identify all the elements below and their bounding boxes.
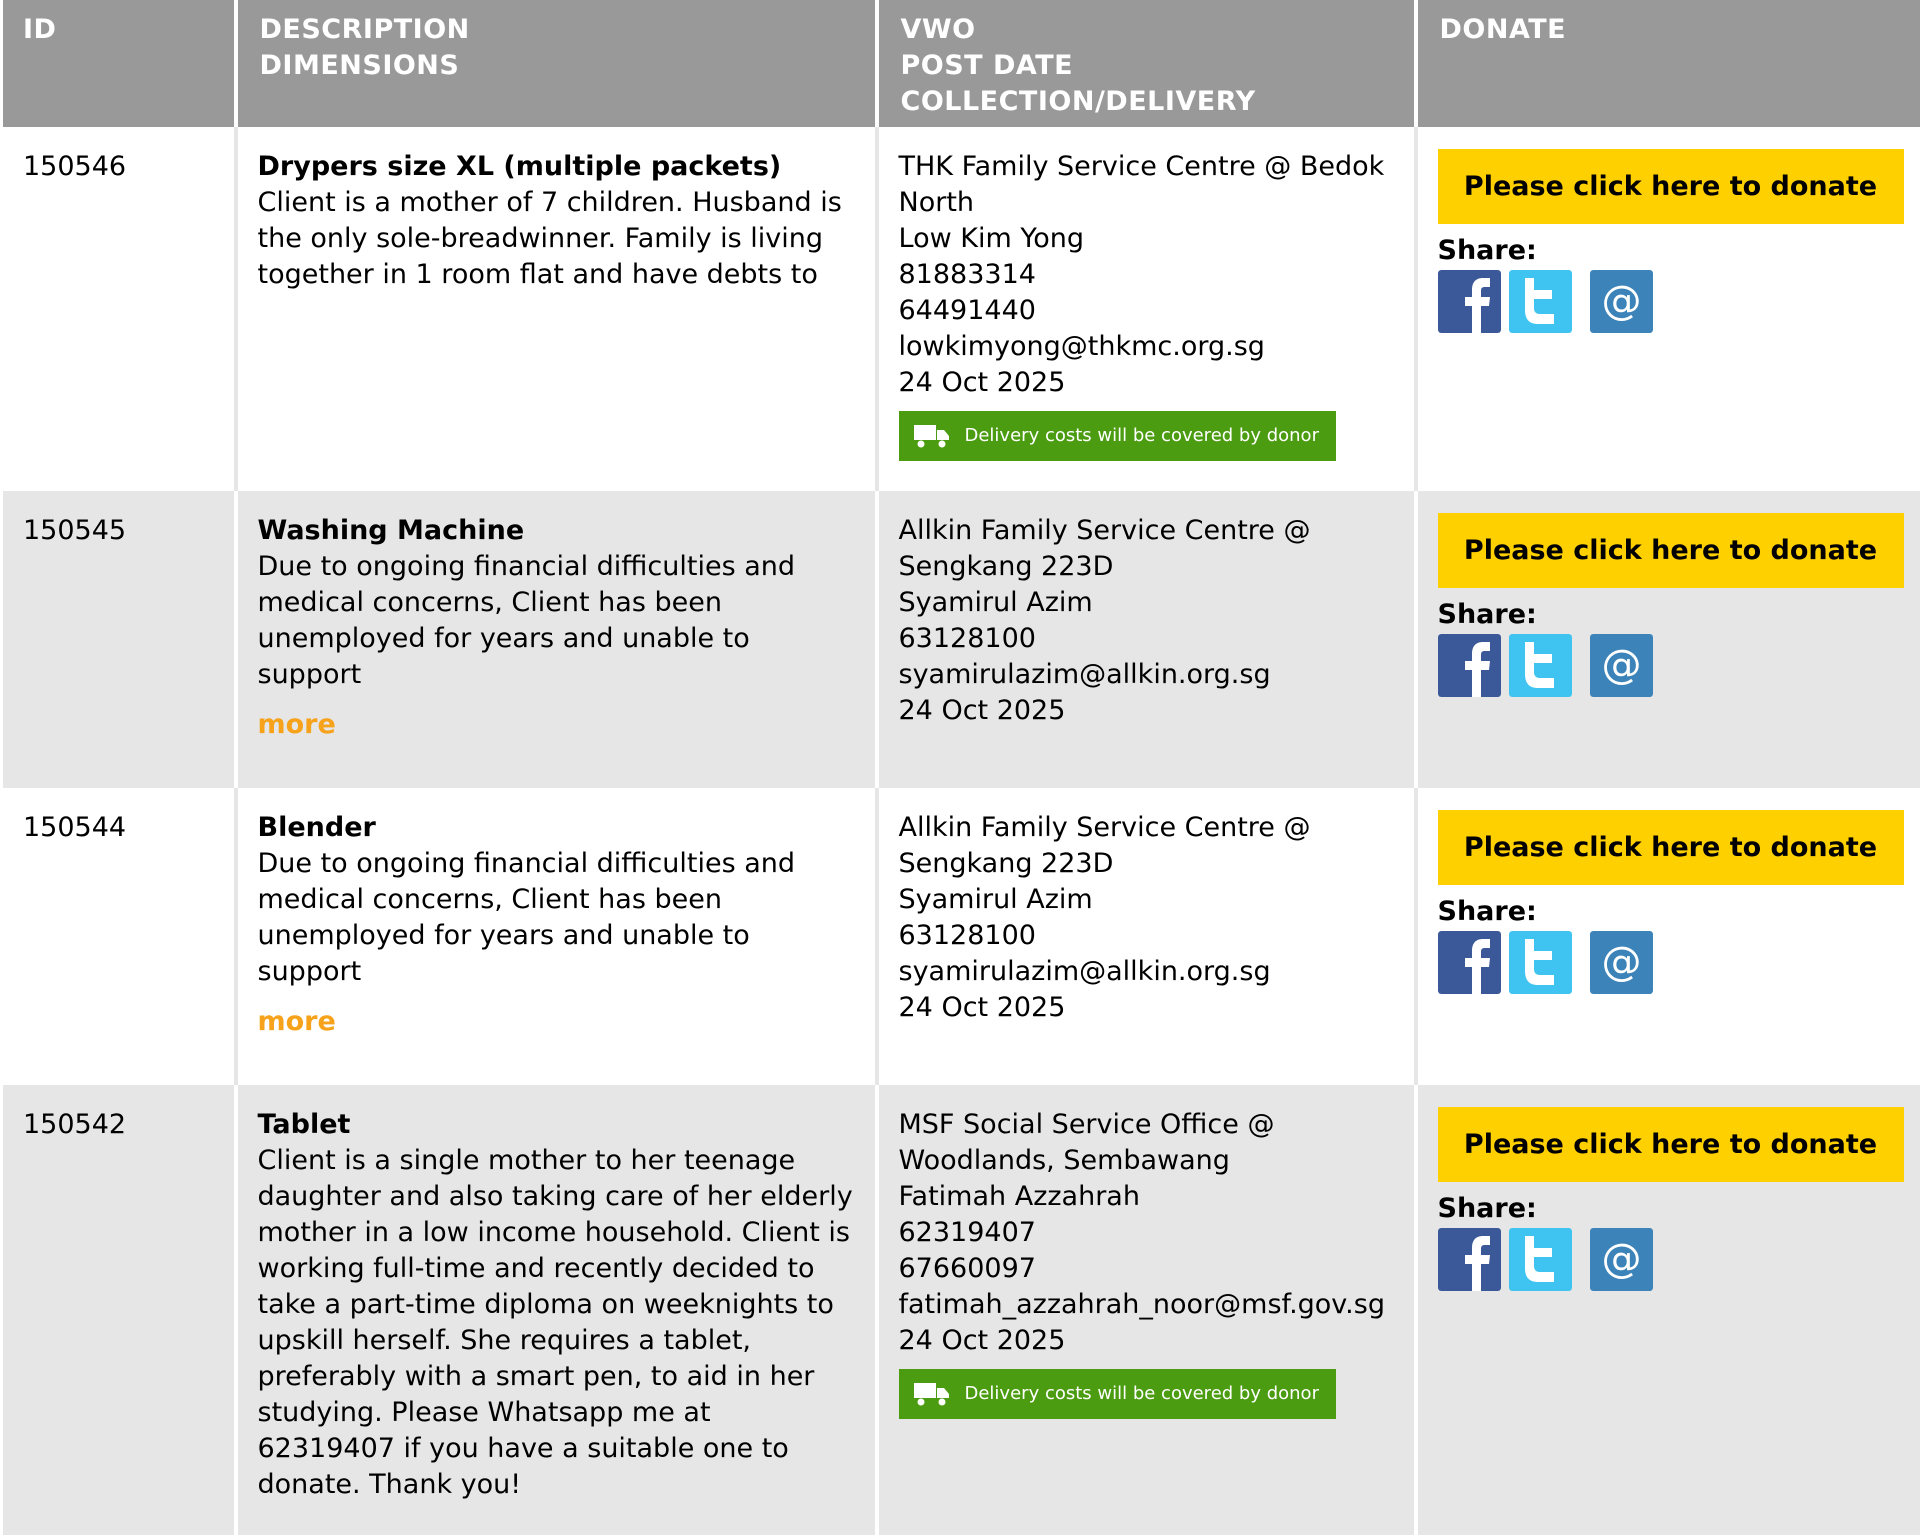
vwo-organisation: THK Family Service Centre @ Bedok North <box>898 151 1385 218</box>
twitter-icon[interactable] <box>1509 634 1572 697</box>
vwo-contact-name: Low Kim Yong <box>898 223 1085 254</box>
svg-text:@: @ <box>1601 1236 1641 1282</box>
share-label: Share: <box>1437 235 1537 266</box>
vwo-email: fatimah_azzahrah_noor@msf.gov.sg <box>898 1289 1385 1320</box>
row-description <box>236 127 877 491</box>
twitter-icon[interactable] <box>1509 1228 1572 1291</box>
email-icon[interactable] <box>1590 270 1653 333</box>
vwo-organisation: Allkin Family Service Centre @ Sengkang 223D <box>898 515 1311 582</box>
row-vwo <box>877 1085 1416 1535</box>
item-description-text: Due to ongoing financial difficulties and medical concerns, Client has been unemployed for years and unable to support <box>257 551 796 690</box>
vwo-post-date: 24 Oct 2025 <box>898 367 1066 398</box>
share-email-link[interactable] <box>1590 634 1653 697</box>
row-description <box>236 491 877 788</box>
share-twitter-link[interactable] <box>1509 270 1572 333</box>
vwo-phone: 81883314 <box>898 259 1036 290</box>
delivery-badge-text: Delivery costs will be covered by donor <box>964 1383 1319 1404</box>
table-row <box>2 491 1920 788</box>
header-post-date-label: POST DATE <box>900 50 1074 81</box>
vwo-phone: 63128100 <box>898 623 1036 654</box>
row-description <box>236 788 877 1085</box>
share-twitter-link[interactable] <box>1509 931 1572 994</box>
item-description-text: Due to ongoing financial difficulties and medical concerns, Client has been unemployed for years and unable to support <box>257 848 796 987</box>
donate-button[interactable]: Please click here to donate <box>1438 1107 1904 1182</box>
vwo-post-date: 24 Oct 2025 <box>898 992 1066 1023</box>
table-row <box>2 127 1920 491</box>
email-icon[interactable] <box>1590 1228 1653 1291</box>
row-donate <box>1416 1085 1920 1535</box>
svg-text:@: @ <box>1601 939 1641 985</box>
share-label: Share: <box>1437 896 1537 927</box>
share-email-link[interactable] <box>1590 1228 1653 1291</box>
share-facebook-link[interactable] <box>1438 634 1501 697</box>
row-vwo <box>877 127 1416 491</box>
table-row <box>2 1085 1920 1535</box>
twitter-icon[interactable] <box>1509 270 1572 333</box>
share-icons <box>1438 634 1902 697</box>
donate-button[interactable]: Please click here to donate <box>1438 810 1904 885</box>
item-title: Tablet <box>257 1109 351 1140</box>
row-id: 150544 <box>2 788 236 1085</box>
share-email-link[interactable] <box>1590 931 1653 994</box>
row-donate <box>1416 788 1920 1085</box>
vwo-phone: 63128100 <box>898 920 1036 951</box>
share-icons <box>1438 1228 1902 1291</box>
item-title: Drypers size XL (multiple packets) <box>257 151 782 182</box>
facebook-icon[interactable] <box>1438 270 1501 333</box>
donate-button[interactable]: Please click here to donate <box>1438 149 1904 224</box>
row-donate <box>1416 491 1920 788</box>
share-icons <box>1438 270 1902 333</box>
item-description-text: Client is a mother of 7 children. Husband is the only sole-breadwinner. Family is living together in 1 room flat and have debts to <box>257 187 842 290</box>
share-facebook-link[interactable] <box>1438 270 1501 333</box>
table-row <box>2 788 1920 1085</box>
more-link[interactable]: more <box>257 1006 336 1037</box>
donate-button[interactable]: Please click here to donate <box>1438 513 1904 588</box>
row-id: 150545 <box>2 491 236 788</box>
vwo-post-date: 24 Oct 2025 <box>898 695 1066 726</box>
row-vwo <box>877 788 1416 1085</box>
vwo-email: lowkimyong@thkmc.org.sg <box>898 331 1265 362</box>
twitter-icon[interactable] <box>1509 931 1572 994</box>
share-twitter-link[interactable] <box>1509 1228 1572 1291</box>
item-description-text: Client is a single mother to her teenage daughter and also taking care of her elderly mother in a low income household. Client is working full-time and recently decided to take a part-time diploma on weeknights to upskill herself. She requires a tablet, preferably with a smart pen, to aid in her studying. Please Whatsapp me at 62319407 if you have a suitable one to donate. Thank you! <box>257 1145 853 1500</box>
delivery-covered-badge <box>899 411 1336 461</box>
email-icon[interactable] <box>1590 931 1653 994</box>
svg-text:@: @ <box>1601 278 1641 324</box>
facebook-icon[interactable] <box>1438 634 1501 697</box>
share-label: Share: <box>1437 1193 1537 1224</box>
facebook-icon[interactable] <box>1438 931 1501 994</box>
table-header-row <box>2 0 1920 127</box>
share-email-link[interactable] <box>1590 270 1653 333</box>
vwo-phone-alt: 64491440 <box>898 295 1036 326</box>
header-donate-label: DONATE <box>1439 14 1567 45</box>
item-title: Blender <box>257 812 376 843</box>
row-description <box>236 1085 877 1535</box>
vwo-email: syamirulazim@allkin.org.sg <box>898 956 1271 987</box>
truck-icon <box>913 1381 951 1407</box>
delivery-covered-badge <box>899 1369 1336 1419</box>
header-id <box>2 0 236 127</box>
header-donate <box>1416 0 1920 127</box>
header-id-label: ID <box>23 14 57 45</box>
vwo-post-date: 24 Oct 2025 <box>898 1325 1066 1356</box>
more-link[interactable]: more <box>257 709 336 740</box>
header-description-label: DESCRIPTION <box>259 14 470 45</box>
share-twitter-link[interactable] <box>1509 634 1572 697</box>
header-collection-label: COLLECTION/DELIVERY <box>900 86 1256 117</box>
email-icon[interactable] <box>1590 634 1653 697</box>
row-donate <box>1416 127 1920 491</box>
share-facebook-link[interactable] <box>1438 931 1501 994</box>
header-description <box>236 0 877 127</box>
row-id: 150546 <box>2 127 236 491</box>
vwo-organisation: Allkin Family Service Centre @ Sengkang 223D <box>898 812 1311 879</box>
share-icons <box>1438 931 1902 994</box>
delivery-badge-text: Delivery costs will be covered by donor <box>964 425 1319 446</box>
vwo-organisation: MSF Social Service Office @ Woodlands, Sembawang <box>898 1109 1275 1176</box>
vwo-contact-name: Syamirul Azim <box>898 587 1093 618</box>
vwo-email: syamirulazim@allkin.org.sg <box>898 659 1271 690</box>
row-id: 150542 <box>2 1085 236 1535</box>
truck-icon <box>913 423 951 449</box>
svg-text:@: @ <box>1601 642 1641 688</box>
facebook-icon[interactable] <box>1438 1228 1501 1291</box>
header-dimensions-label: DIMENSIONS <box>259 50 460 81</box>
share-label: Share: <box>1437 599 1537 630</box>
vwo-phone-alt: 67660097 <box>898 1253 1036 1284</box>
header-vwo <box>877 0 1416 127</box>
item-title: Washing Machine <box>257 515 525 546</box>
vwo-phone: 62319407 <box>898 1217 1036 1248</box>
row-vwo <box>877 491 1416 788</box>
header-vwo-label: VWO <box>900 14 976 45</box>
share-facebook-link[interactable] <box>1438 1228 1501 1291</box>
vwo-contact-name: Fatimah Azzahrah <box>898 1181 1140 1212</box>
vwo-contact-name: Syamirul Azim <box>898 884 1093 915</box>
